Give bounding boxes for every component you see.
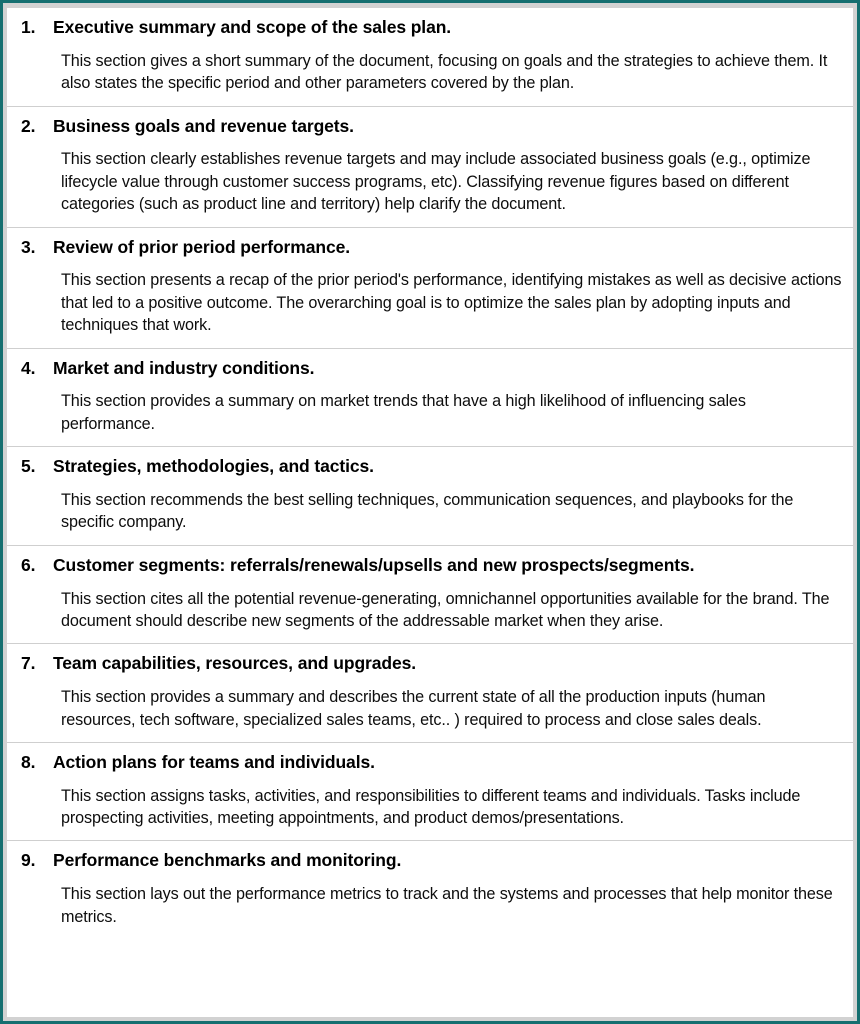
section-number: 6. bbox=[21, 554, 36, 575]
section-heading bbox=[13, 358, 847, 380]
section-body: This section provides a summary on market trends that have a high likelihood of influencing sales performance. bbox=[61, 392, 746, 433]
section-row bbox=[7, 447, 853, 546]
section-title: Strategies, methodologies, and tactics. bbox=[53, 456, 374, 477]
section-heading bbox=[13, 555, 847, 577]
section-title: Business goals and revenue targets. bbox=[53, 115, 354, 136]
section-row bbox=[7, 546, 853, 645]
sales-plan-section-list bbox=[7, 8, 853, 1017]
section-heading bbox=[13, 456, 847, 478]
section-row bbox=[7, 8, 853, 107]
section-row bbox=[7, 743, 853, 842]
document-inner-frame bbox=[3, 3, 857, 1021]
section-row bbox=[7, 841, 853, 939]
section-body: This section gives a short summary of the document, focusing on goals and the strategies to achieve them. It also states the specific period and other parameters covered by the plan. bbox=[61, 51, 828, 93]
section-number: 1. bbox=[21, 17, 36, 37]
section-heading bbox=[13, 116, 847, 138]
section-title: Customer segments: referrals/renewals/upsells and new prospects/segments. bbox=[53, 554, 695, 575]
section-body: This section presents a recap of the prior period's performance, identifying mistakes as well as decisive actions that led to a positive outcome. The overarching goal is to optimize the sales plan by adopting inputs and techniques that work. bbox=[61, 271, 842, 335]
section-number: 9. bbox=[21, 850, 36, 871]
section-body: This section clearly establishes revenue targets and may include associated business goals (e.g., optimize lifecycle value through customer success programs, etc). Classifying revenue figures based on different categories (such as product line and territory) help clarify the document. bbox=[61, 150, 811, 214]
section-number: 5. bbox=[21, 456, 36, 477]
section-heading bbox=[13, 653, 847, 675]
section-heading bbox=[13, 752, 847, 774]
section-title: Action plans for teams and individuals. bbox=[53, 751, 375, 772]
section-heading bbox=[13, 850, 847, 872]
section-number: 7. bbox=[21, 653, 36, 674]
section-number: 8. bbox=[21, 751, 36, 772]
section-row bbox=[7, 349, 853, 448]
section-heading bbox=[13, 237, 847, 259]
section-number: 2. bbox=[21, 115, 36, 136]
section-title: Performance benchmarks and monitoring. bbox=[53, 850, 402, 871]
section-title: Review of prior period performance. bbox=[53, 236, 350, 257]
section-body: This section lays out the performance metrics to track and the systems and processes that help monitor these metrics. bbox=[61, 885, 833, 926]
section-row bbox=[7, 228, 853, 349]
section-title: Team capabilities, resources, and upgrades. bbox=[53, 653, 417, 674]
section-title: Market and industry conditions. bbox=[53, 357, 315, 378]
section-title: Executive summary and scope of the sales plan. bbox=[53, 17, 452, 37]
section-body: This section recommends the best selling techniques, communication sequences, and playbooks for the specific company. bbox=[61, 490, 794, 532]
section-body: This section cites all the potential revenue-generating, omnichannel opportunities available for the brand. The document should describe new segments of the addressable market when they arise. bbox=[61, 589, 830, 630]
section-body: This section provides a summary and describes the current state of all the production inputs (human resources, tech software, specialized sales teams, etc.. ) required to process and close sales deals. bbox=[61, 688, 766, 729]
section-number: 3. bbox=[21, 236, 36, 257]
section-body: This section assigns tasks, activities, and responsibilities to different teams and individuals. Tasks include prospecting activities, meeting appointments, and product demos/presentations. bbox=[61, 786, 801, 828]
section-row bbox=[7, 107, 853, 228]
section-heading bbox=[13, 17, 847, 39]
section-row bbox=[7, 644, 853, 743]
section-number: 4. bbox=[21, 357, 36, 378]
